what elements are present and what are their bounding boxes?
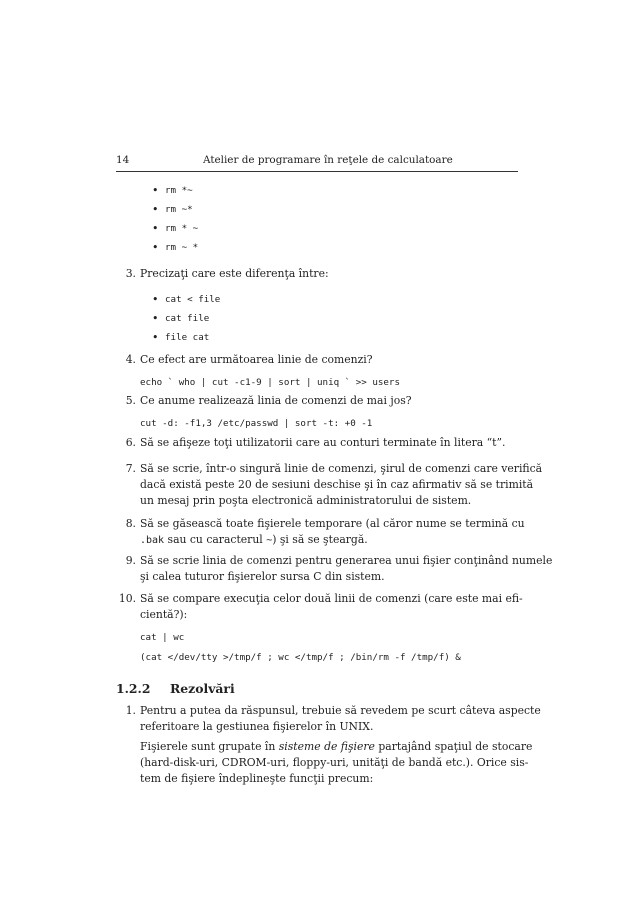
exercise-text — [140, 591, 523, 623]
exercise-number: 9. — [125, 554, 136, 567]
section-title: Rezolvări — [170, 681, 235, 696]
code-inline: ~ — [266, 535, 273, 546]
exercise-number: 8. — [125, 517, 136, 530]
code-line: cut -d: -f1,3 /etc/passwd | sort -t: +0 -1 — [140, 418, 373, 429]
text-line: (hard-disk-uri, CDROM-uri, floppy-uri, unităţi de bandă etc.). Orice sis- — [140, 756, 529, 769]
bullet-icon: • — [152, 184, 159, 197]
bullet-icon: • — [152, 293, 159, 306]
exercise-number: 6. — [125, 436, 136, 449]
text-line: referitoare la gestiunea fişierelor în UNIX. — [140, 720, 374, 733]
answer-text — [140, 703, 541, 787]
bullet-icon: • — [152, 222, 159, 235]
text-line: tem de fişiere îndeplineşte funcţii precum: — [140, 772, 374, 785]
bullet-icon: • — [152, 241, 159, 254]
exercise-7 — [116, 461, 543, 509]
code-snippet: cat < file — [165, 294, 221, 305]
text-line: un mesaj prin poşta electronică administratorului de sistem. — [140, 494, 472, 507]
answer-1 — [116, 703, 541, 813]
exercise-number: 5. — [125, 394, 136, 407]
code-snippet: rm *~ — [165, 185, 193, 196]
code-snippet: rm * ~ — [165, 223, 199, 234]
bullet-icon: • — [152, 331, 159, 344]
text-line: Pentru a putea da răspunsul, trebuie să revedem pe scurt câteva aspecte — [140, 704, 541, 717]
exercise-number: 10. — [118, 592, 136, 605]
exercise-9 — [116, 553, 553, 585]
code-snippet: rm ~* — [165, 204, 193, 215]
code-line: cat | wc — [140, 632, 185, 643]
text-fragment: ) şi să se şteargă. — [272, 533, 368, 546]
text-line — [140, 739, 533, 755]
code-line: echo ` who | cut -c1-9 | sort | uniq ` >> users — [140, 377, 400, 388]
text-line: Să se scrie linia de comenzi pentru generarea unui fişier conţinând numele — [140, 554, 553, 567]
exercise-5 — [116, 393, 518, 433]
exercise-number: 3. — [125, 267, 136, 280]
exercise-3 — [116, 266, 518, 282]
code-line: (cat </dev/tty >/tmp/f ; wc </tmp/f ; /bin/rm -f /tmp/f) & — [140, 652, 461, 663]
code-inline: .bak — [140, 535, 165, 546]
exercise-text: Ce anume realizează linia de comenzi de mai jos? — [140, 394, 412, 407]
exercise-text: Ce efect are următoarea linie de comenzi? — [140, 353, 373, 366]
exercise-10 — [116, 591, 523, 663]
code-snippet: rm ~ * — [165, 242, 199, 253]
answer-number: 1. — [125, 704, 136, 717]
text-line: cientă?): — [140, 608, 188, 621]
code-snippet: cat file — [165, 313, 210, 324]
text-line: Să se scrie, într-o singură linie de comenzi, şirul de comenzi care verifică — [140, 462, 543, 475]
exercise-4 — [116, 352, 518, 392]
bullet-icon: • — [152, 203, 159, 216]
text-line: Să se găsească toate fişierele temporare (al căror nume se termină cu — [140, 517, 525, 530]
exercise-number: 4. — [125, 353, 136, 366]
text-fragment: sau cu caracterul — [164, 533, 267, 546]
exercise-6 — [116, 435, 518, 451]
text-fragment: Fişierele sunt grupate în — [140, 740, 279, 753]
emphasis-text: sisteme de fişiere — [278, 740, 375, 753]
bullet-icon: • — [152, 312, 159, 325]
exercise-8 — [116, 516, 525, 548]
text-fragment: partajând spaţiul de stocare — [374, 740, 533, 753]
exercise-text: Să se afişeze toţi utilizatorii care au conturi terminate în litera “t”. — [140, 436, 506, 449]
exercise-text — [140, 516, 525, 549]
text-line: dacă există peste 20 de sesiuni deschise şi în caz afirmativ să se trimită — [140, 478, 534, 491]
exercise-text: Precizaţi care este diferenţa între: — [140, 267, 329, 280]
header-rule — [116, 171, 518, 172]
exercise-number: 7. — [125, 462, 136, 475]
page-number: 14 — [116, 154, 130, 166]
text-line: şi calea tuturor fişierelor sursa C din sistem. — [140, 570, 385, 583]
section-number: 1.2.2 — [116, 681, 151, 696]
header-title: Atelier de programare în reţele de calculatoare — [203, 154, 453, 166]
text-line — [140, 532, 518, 549]
exercise-text — [140, 461, 543, 509]
code-snippet: file cat — [165, 332, 210, 343]
exercise-text — [140, 553, 553, 585]
text-line: Să se compare execuţia celor două linii de comenzi (care este mai efi- — [140, 592, 523, 605]
